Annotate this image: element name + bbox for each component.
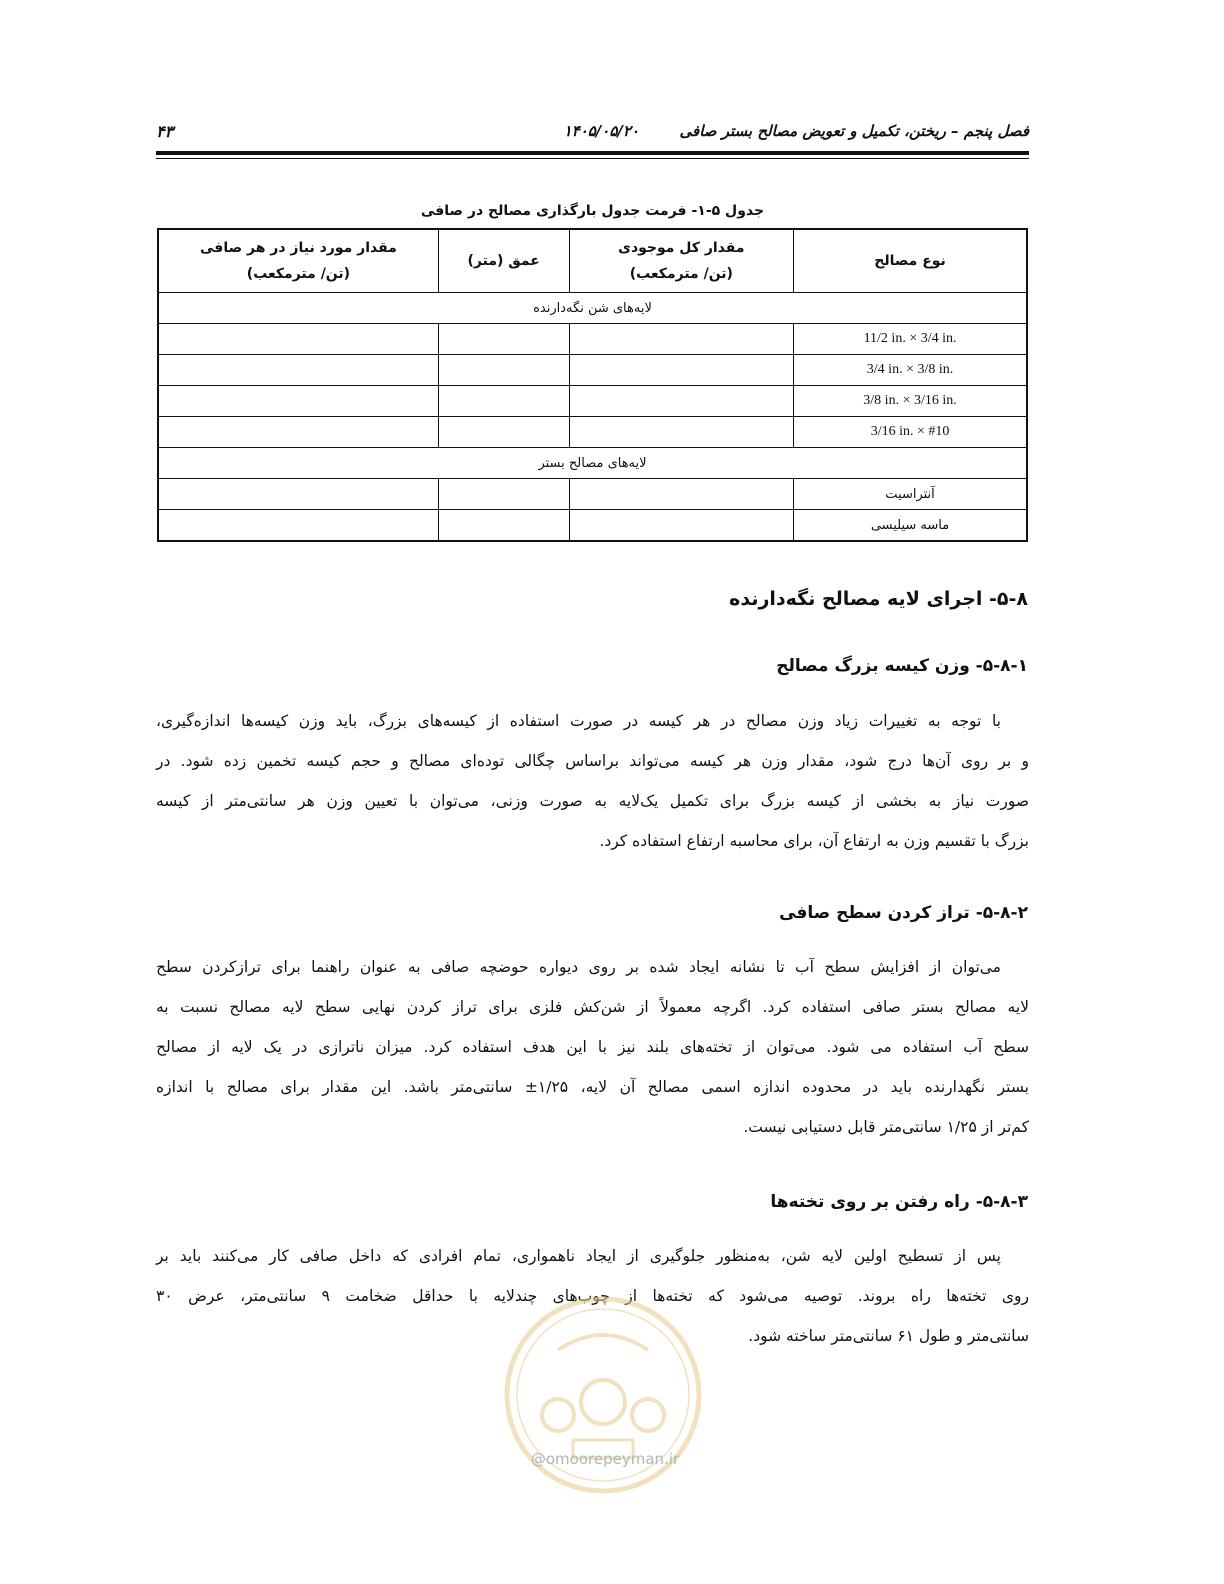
col-header-required-line2: (تن/ مترمکعب)	[246, 266, 351, 282]
material-cell: 3/4 in. × 3/8 in.	[794, 355, 1027, 386]
empty-cell	[438, 355, 569, 386]
paragraph-line: سانتی‌متر و طول ۶۱ سانتی‌متر ساخته شود.	[748, 1327, 1029, 1345]
table-row	[158, 386, 1027, 417]
section-heading-5-8-1: ۵-۸-۱- وزن کیسه بزرگ مصالح	[776, 656, 1028, 676]
empty-cell	[569, 417, 794, 448]
page-number: ۴۳	[156, 122, 174, 141]
col-header-total-line2: (تن/ مترمکعب)	[629, 266, 733, 282]
paragraph-line: پس از تسطیح اولین لایه شن، به‌منظور جلوگیری از ایجاد ناهمواری، تمام افرادی که داخل صافی کار می‌کنند باید بر	[156, 1247, 1001, 1265]
group-label: لایه‌های شن نگه‌دارنده	[158, 293, 1027, 324]
section-heading-5-8-3: ۵-۸-۳- راه رفتن بر روی تخته‌ها	[770, 1192, 1028, 1212]
empty-cell	[158, 417, 438, 448]
empty-cell	[438, 479, 569, 510]
materials-table	[157, 228, 1028, 542]
table-row	[158, 355, 1027, 386]
empty-cell	[158, 510, 438, 542]
table-row	[158, 417, 1027, 448]
watermark-site: @omoorepeyman.ir	[530, 1450, 680, 1468]
empty-cell	[438, 324, 569, 355]
material-cell: 11/2 in. × 3/4 in.	[794, 324, 1027, 355]
paragraph-line: سطح آب استفاده می شود. می‌توان از تخته‌های بلند نیز با این هدف استفاده کرد. میزان ناترازی در یک لایه از مصالح	[156, 1038, 1029, 1056]
table-row	[158, 510, 1027, 542]
empty-cell	[569, 355, 794, 386]
table-header-row	[158, 229, 1027, 293]
paragraph-5-8-1	[156, 701, 1029, 861]
watermark-seal-icon	[498, 1290, 708, 1500]
paragraph-line: لایه مصالح بستر صافی استفاده کرد. اگرچه معمولاً از شن‌کش فلزی برای تراز کردن نهایی سطح لایه مصالح نسبت به	[156, 998, 1029, 1016]
page-header	[156, 118, 1029, 148]
empty-cell	[158, 479, 438, 510]
header-date: ۱۴۰۵/۰۵/۲۰	[563, 122, 639, 140]
section-heading-5-8-2: ۵-۸-۲- تراز کردن سطح صافی	[779, 903, 1028, 923]
empty-cell	[569, 386, 794, 417]
paragraph-line: بستر نگهدارنده باید در محدوده اندازه اسمی مصالح آن لایه، ۱/۲۵± سانتی‌متر باشد. این مقدار برای مصالح با اندازه	[156, 1078, 1029, 1096]
paragraph-line: و بر روی آن‌ها درج شود، مقدار وزن هر کیسه می‌تواند براساس چگالی توده‌ای مصالح و حجم کیسه تخمین زده شود. در	[156, 752, 1029, 770]
col-header-required-line1: مقدار مورد نیاز در هر صافی	[200, 240, 397, 256]
paragraph-line: بزرگ با تقسیم وزن به ارتفاع آن، برای محاسبه ارتفاع استفاده کرد.	[599, 832, 1029, 850]
empty-cell	[569, 479, 794, 510]
paragraph-5-8-2	[156, 947, 1029, 1147]
col-header-depth: عمق (متر)	[438, 229, 569, 293]
empty-cell	[158, 324, 438, 355]
material-cell: آنتراسیت	[794, 479, 1027, 510]
empty-cell	[569, 324, 794, 355]
table-row	[158, 479, 1027, 510]
group-row	[158, 448, 1027, 479]
table-caption: جدول ۵-۱- فرمت جدول بارگذاری مصالح در صافی	[420, 203, 765, 219]
empty-cell	[438, 417, 569, 448]
paragraph-line: می‌توان از افزایش سطح آب تا نشانه ایجاد شده بر روی دیواره حوضچه صافی به عنوان راهنما برای ترازکردن سطح	[156, 958, 1001, 976]
group-row	[158, 293, 1027, 324]
empty-cell	[438, 510, 569, 542]
empty-cell	[438, 386, 569, 417]
table-row	[158, 324, 1027, 355]
material-cell: ماسه سیلیسی	[794, 510, 1027, 542]
chapter-title: فصل پنجم – ریختن، تکمیل و تعویض مصالح بستر صافی	[679, 122, 1029, 140]
paragraph-line: روی تخته‌ها راه بروند. توصیه می‌شود که تخته‌ها از چوب‌های چندلایه با حداقل ضخامت ۹ سانتی‌متر، عرض ۳۰	[156, 1287, 1030, 1305]
empty-cell	[569, 510, 794, 542]
material-cell: 3/8 in. × 3/16 in.	[794, 386, 1027, 417]
paragraph-line: کم‌تر از ۱/۲۵ سانتی‌متر قابل دستیابی نیست.	[743, 1118, 1029, 1136]
section-heading-5-8: ۵-۸- اجرای لایه مصالح نگه‌دارنده	[729, 588, 1028, 610]
col-header-type: نوع مصالح	[794, 229, 1027, 293]
col-header-required	[158, 229, 438, 293]
header-rule-thick	[156, 151, 1029, 155]
empty-cell	[158, 386, 438, 417]
col-header-total	[569, 229, 794, 293]
empty-cell	[158, 355, 438, 386]
header-rule-thin	[156, 158, 1029, 159]
col-header-total-line1: مقدار کل موجودی	[618, 240, 745, 256]
paragraph-line: صورت نیاز به بخشی از کیسه بزرگ برای تکمیل یک‌لایه به صورت وزنی، می‌توان با تعیین وزن هر سانتی‌متر از کیسه	[156, 792, 1029, 810]
material-cell: 3/16 in. × #10	[794, 417, 1027, 448]
paragraph-line: با توجه به تغییرات زیاد وزن مصالح در هر کیسه در صورت استفاده از کیسه‌های بزرگ، باید وزن کیسه‌ها اندازه‌گیری،	[156, 712, 1001, 730]
group-label: لایه‌های مصالح بستر	[158, 448, 1027, 479]
